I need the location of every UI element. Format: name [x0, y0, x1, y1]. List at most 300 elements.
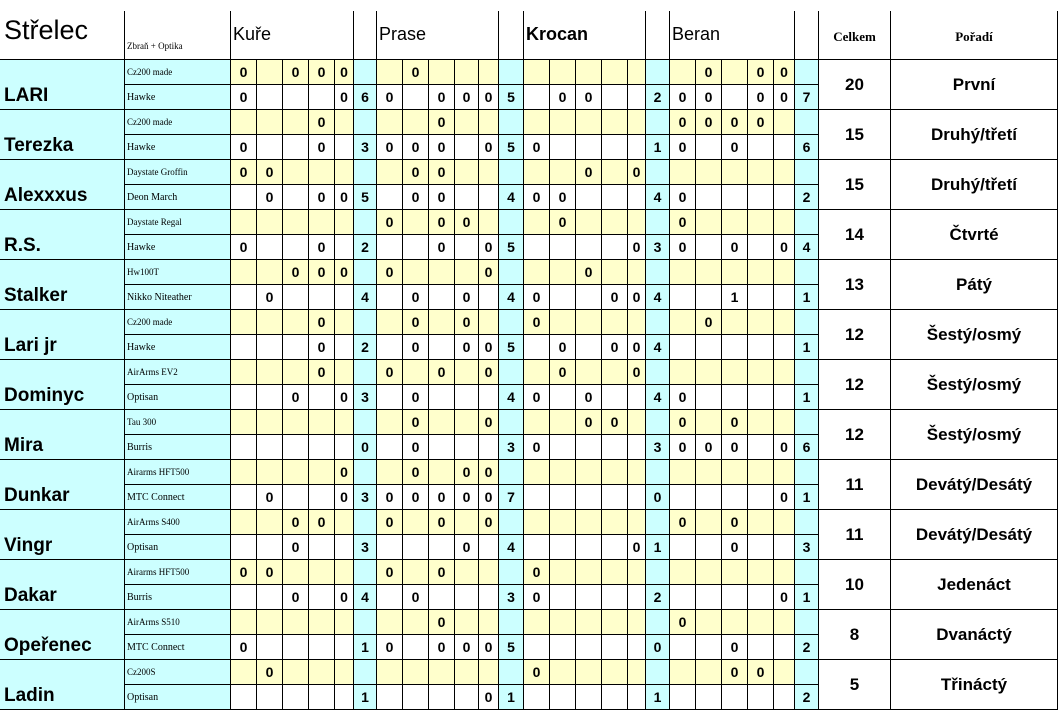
hit-cell: 0 [479, 635, 499, 660]
hit-cell [231, 110, 257, 135]
hit-cell [335, 435, 354, 460]
hit-cell [670, 485, 696, 510]
hit-cell [283, 635, 309, 660]
hit-cell: 0 [670, 510, 696, 535]
hit-cell [628, 60, 646, 85]
hit-cell [748, 235, 774, 260]
group-subtotal-cell: 1 [646, 685, 670, 710]
hit-cell [550, 160, 576, 185]
hit-cell [628, 660, 646, 685]
hit-cell [550, 235, 576, 260]
hit-cell [257, 110, 283, 135]
hit-cell [335, 110, 354, 135]
hit-cell [670, 60, 696, 85]
shooter-name: Ladin [0, 660, 125, 710]
hit-cell: 0 [309, 235, 335, 260]
hit-cell [283, 485, 309, 510]
hit-cell: 0 [335, 185, 354, 210]
hit-cell: 0 [479, 260, 499, 285]
hit-cell: 0 [576, 260, 602, 285]
hit-cell [628, 135, 646, 160]
hit-cell: 0 [231, 235, 257, 260]
hit-cell: 0 [524, 560, 550, 585]
hit-cell [602, 185, 628, 210]
hit-cell [628, 635, 646, 660]
hit-cell [550, 485, 576, 510]
hit-cell [524, 160, 550, 185]
hit-cell: 0 [377, 85, 403, 110]
hit-cell: 0 [283, 510, 309, 535]
hit-cell [455, 585, 479, 610]
hit-cell [403, 535, 429, 560]
hit-cell [602, 435, 628, 460]
group-subtotal-header-2 [499, 11, 524, 60]
gun-name: Airarms HFT500 [125, 460, 231, 485]
hit-cell [628, 460, 646, 485]
group-subtotal-cell [795, 60, 819, 85]
rank-label: Pátý [891, 260, 1058, 310]
hit-cell: 0 [257, 285, 283, 310]
hit-cell [335, 135, 354, 160]
hit-cell [628, 385, 646, 410]
hit-cell [335, 410, 354, 435]
hit-cell [602, 110, 628, 135]
hit-cell: 0 [231, 560, 257, 585]
hit-cell [455, 135, 479, 160]
group-subtotal-cell: 4 [646, 285, 670, 310]
hit-cell [748, 360, 774, 385]
scope-name: Burris [125, 585, 231, 610]
hit-cell: 0 [524, 185, 550, 210]
hit-cell: 0 [748, 85, 774, 110]
hit-cell: 0 [628, 235, 646, 260]
hit-cell [377, 435, 403, 460]
hit-cell [524, 685, 550, 710]
hit-cell: 0 [628, 160, 646, 185]
hit-cell [696, 535, 722, 560]
hit-cell [602, 260, 628, 285]
hit-cell: 0 [455, 310, 479, 335]
hit-cell [602, 585, 628, 610]
group-subtotal-cell [795, 410, 819, 435]
group-subtotal-cell [354, 60, 377, 85]
hit-cell: 1 [722, 285, 748, 310]
hit-cell [748, 560, 774, 585]
group-subtotal-cell: 3 [499, 585, 524, 610]
hit-cell: 0 [722, 660, 748, 685]
group-subtotal-cell [499, 110, 524, 135]
group-subtotal-cell [795, 160, 819, 185]
group-subtotal-cell [499, 210, 524, 235]
total-score: 8 [819, 610, 891, 660]
group-subtotal-cell [646, 260, 670, 285]
group-subtotal-cell: 4 [646, 335, 670, 360]
hit-cell: 0 [479, 335, 499, 360]
shooter-name: Lari jr [0, 310, 125, 360]
hit-cell [524, 335, 550, 360]
hit-cell [550, 560, 576, 585]
hit-cell: 0 [455, 335, 479, 360]
hit-cell [429, 660, 455, 685]
hit-cell [774, 635, 795, 660]
hit-cell [576, 535, 602, 560]
hit-cell [231, 285, 257, 310]
hit-cell [283, 660, 309, 685]
hit-cell [257, 435, 283, 460]
hit-cell: 0 [377, 135, 403, 160]
hit-cell: 0 [309, 60, 335, 85]
hit-cell [377, 585, 403, 610]
hit-cell [602, 635, 628, 660]
hit-cell [231, 185, 257, 210]
hit-cell [479, 210, 499, 235]
hit-cell: 0 [309, 260, 335, 285]
hit-cell: 0 [403, 385, 429, 410]
hit-cell [335, 510, 354, 535]
hit-cell [576, 435, 602, 460]
hit-cell [455, 435, 479, 460]
hit-cell: 0 [576, 410, 602, 435]
hit-cell [524, 235, 550, 260]
group-subtotal-cell [354, 460, 377, 485]
shooter-name: Opeřenec [0, 610, 125, 660]
hit-cell [524, 535, 550, 560]
hit-cell [335, 285, 354, 310]
hit-cell: 0 [429, 235, 455, 260]
hit-cell [748, 535, 774, 560]
hit-cell [257, 685, 283, 710]
hit-cell [403, 635, 429, 660]
hit-cell [257, 360, 283, 385]
hit-cell: 0 [479, 410, 499, 435]
hit-cell: 0 [257, 485, 283, 510]
hit-cell [283, 560, 309, 585]
hit-cell [231, 460, 257, 485]
hit-cell [628, 310, 646, 335]
shooter-name: Terezka [0, 110, 125, 160]
hit-cell [335, 235, 354, 260]
hit-cell [722, 685, 748, 710]
hit-cell [231, 435, 257, 460]
hit-cell [309, 435, 335, 460]
group-subtotal-cell [795, 210, 819, 235]
hit-cell: 0 [670, 385, 696, 410]
hit-cell [602, 210, 628, 235]
group-subtotal-cell: 2 [795, 185, 819, 210]
hit-cell [455, 110, 479, 135]
group-subtotal-header-3 [646, 11, 670, 60]
group-subtotal-cell: 5 [499, 335, 524, 360]
total-score: 20 [819, 60, 891, 110]
hit-cell [670, 360, 696, 385]
group-subtotal-cell [795, 460, 819, 485]
hit-cell [524, 110, 550, 135]
hit-cell [576, 135, 602, 160]
hit-cell: 0 [429, 185, 455, 210]
hit-cell [774, 610, 795, 635]
hit-cell: 0 [479, 460, 499, 485]
hit-cell [774, 685, 795, 710]
hit-cell [309, 160, 335, 185]
hit-cell [283, 185, 309, 210]
hit-cell: 0 [377, 210, 403, 235]
group-subtotal-header-4 [795, 11, 819, 60]
hit-cell [403, 360, 429, 385]
hit-cell [628, 410, 646, 435]
hit-cell [576, 110, 602, 135]
hit-cell [550, 435, 576, 460]
hit-cell: 0 [257, 660, 283, 685]
hit-cell [602, 535, 628, 560]
group-subtotal-cell: 1 [795, 585, 819, 610]
hit-cell [309, 385, 335, 410]
hit-cell [283, 435, 309, 460]
group-subtotal-cell: 5 [354, 185, 377, 210]
hit-cell: 0 [455, 535, 479, 560]
hit-cell [722, 335, 748, 360]
hit-cell [429, 285, 455, 310]
hit-cell [403, 560, 429, 585]
hit-cell [479, 310, 499, 335]
hit-cell [231, 485, 257, 510]
hit-cell: 0 [283, 385, 309, 410]
hit-cell [479, 60, 499, 85]
hit-cell [231, 385, 257, 410]
group-subtotal-cell: 6 [795, 135, 819, 160]
hit-cell [602, 85, 628, 110]
hit-cell: 0 [429, 635, 455, 660]
hit-cell [628, 260, 646, 285]
hit-cell [231, 535, 257, 560]
hit-cell [722, 60, 748, 85]
group-subtotal-cell [795, 560, 819, 585]
hit-cell [774, 110, 795, 135]
hit-cell: 0 [524, 435, 550, 460]
hit-cell [257, 135, 283, 160]
rank-label: Šestý/osmý [891, 360, 1058, 410]
hit-cell: 0 [377, 360, 403, 385]
group-subtotal-cell: 0 [354, 435, 377, 460]
hit-cell: 0 [748, 60, 774, 85]
group-subtotal-cell: 7 [795, 85, 819, 110]
group-subtotal-cell [795, 510, 819, 535]
shooter-name: Stalker [0, 260, 125, 310]
group-subtotal-cell [499, 610, 524, 635]
hit-cell [696, 560, 722, 585]
hit-cell [524, 610, 550, 635]
hit-cell [748, 335, 774, 360]
rank-label: Druhý/třetí [891, 160, 1058, 210]
hit-cell [479, 435, 499, 460]
hit-cell [455, 385, 479, 410]
hit-cell: 0 [748, 660, 774, 685]
hit-cell [283, 360, 309, 385]
hit-cell: 0 [524, 135, 550, 160]
hit-cell [748, 310, 774, 335]
hit-cell [455, 160, 479, 185]
gun-name: Cz200S [125, 660, 231, 685]
group-subtotal-cell [646, 60, 670, 85]
group-subtotal-cell [795, 610, 819, 635]
hit-cell [748, 410, 774, 435]
hit-cell [550, 385, 576, 410]
hit-cell [696, 460, 722, 485]
hit-cell [696, 160, 722, 185]
hit-cell: 0 [429, 210, 455, 235]
hit-cell [696, 660, 722, 685]
gun-name: Cz200 made [125, 110, 231, 135]
hit-cell: 0 [429, 360, 455, 385]
group-subtotal-cell [499, 560, 524, 585]
hit-cell [309, 85, 335, 110]
hit-cell [602, 660, 628, 685]
hit-cell: 0 [524, 660, 550, 685]
hit-cell [231, 610, 257, 635]
hit-cell [429, 310, 455, 335]
hit-cell [748, 385, 774, 410]
hit-cell [377, 185, 403, 210]
hit-cell [576, 635, 602, 660]
hit-cell [696, 185, 722, 210]
scope-name: Burris [125, 435, 231, 460]
hit-cell [231, 410, 257, 435]
hit-cell: 0 [455, 460, 479, 485]
hit-cell [377, 60, 403, 85]
shooter-name: LARI [0, 60, 125, 110]
group-subtotal-cell: 2 [646, 85, 670, 110]
hit-cell [309, 660, 335, 685]
hit-cell [257, 410, 283, 435]
group-subtotal-cell: 3 [646, 435, 670, 460]
hit-cell [257, 385, 283, 410]
hit-cell: 0 [335, 585, 354, 610]
hit-cell [602, 560, 628, 585]
group-subtotal-cell [646, 510, 670, 535]
hit-cell [479, 185, 499, 210]
hit-cell: 0 [550, 185, 576, 210]
hit-cell [335, 160, 354, 185]
hit-cell [524, 635, 550, 660]
group-subtotal-cell [499, 260, 524, 285]
hit-cell [335, 335, 354, 360]
total-score: 10 [819, 560, 891, 610]
hit-cell [774, 385, 795, 410]
hit-cell: 0 [524, 285, 550, 310]
hit-cell [377, 460, 403, 485]
hit-cell [429, 260, 455, 285]
hit-cell: 0 [602, 410, 628, 435]
hit-cell: 0 [455, 210, 479, 235]
gun-name: Cz200 made [125, 60, 231, 85]
hit-cell [455, 660, 479, 685]
hit-cell [524, 210, 550, 235]
gun-name: AirArms EV2 [125, 360, 231, 385]
hit-cell: 0 [403, 135, 429, 160]
hit-cell: 0 [335, 85, 354, 110]
hit-cell [283, 685, 309, 710]
hit-cell [602, 385, 628, 410]
gun-header: Zbraň + Optika [125, 11, 231, 60]
total-header: Celkem [819, 11, 891, 60]
hit-cell: 0 [335, 460, 354, 485]
hit-cell [774, 335, 795, 360]
scope-name: Hawke [125, 85, 231, 110]
hit-cell [377, 235, 403, 260]
hit-cell: 0 [283, 260, 309, 285]
hit-cell [602, 135, 628, 160]
hit-cell [403, 210, 429, 235]
hit-cell: 0 [403, 60, 429, 85]
hit-cell: 0 [479, 360, 499, 385]
scope-name: Hawke [125, 235, 231, 260]
group-subtotal-cell: 1 [795, 335, 819, 360]
hit-cell: 0 [455, 285, 479, 310]
hit-cell: 0 [479, 485, 499, 510]
group-subtotal-cell [795, 110, 819, 135]
scope-name: Optisan [125, 535, 231, 560]
hit-cell [670, 160, 696, 185]
hit-cell: 0 [722, 435, 748, 460]
hit-cell [403, 260, 429, 285]
hit-cell [696, 335, 722, 360]
hit-cell [722, 460, 748, 485]
group-subtotal-cell: 4 [499, 285, 524, 310]
group-subtotal-cell: 7 [499, 485, 524, 510]
hit-cell [309, 560, 335, 585]
hit-cell: 0 [524, 385, 550, 410]
hit-cell [576, 185, 602, 210]
hit-cell: 0 [479, 510, 499, 535]
hit-cell: 0 [231, 60, 257, 85]
hit-cell [550, 535, 576, 560]
hit-cell [722, 210, 748, 235]
rank-header: Pořadí [891, 11, 1058, 60]
group-subtotal-cell [499, 510, 524, 535]
hit-cell [602, 460, 628, 485]
hit-cell [231, 210, 257, 235]
group-subtotal-cell [499, 310, 524, 335]
hit-cell [670, 335, 696, 360]
hit-cell [576, 660, 602, 685]
scope-name: MTC Connect [125, 485, 231, 510]
hit-cell [602, 685, 628, 710]
hit-cell [602, 360, 628, 385]
hit-cell: 0 [670, 435, 696, 460]
hit-cell [309, 610, 335, 635]
total-score: 12 [819, 360, 891, 410]
hit-cell [722, 260, 748, 285]
hit-cell [550, 410, 576, 435]
hit-cell: 0 [670, 210, 696, 235]
group-subtotal-cell [499, 460, 524, 485]
hit-cell: 0 [748, 110, 774, 135]
rank-label: Devátý/Desátý [891, 460, 1058, 510]
hit-cell [628, 560, 646, 585]
hit-cell: 0 [722, 235, 748, 260]
hit-cell [722, 385, 748, 410]
hit-cell [628, 610, 646, 635]
hit-cell [722, 485, 748, 510]
group-subtotal-cell [646, 310, 670, 335]
hit-cell [455, 610, 479, 635]
hit-cell [429, 460, 455, 485]
hit-cell [748, 610, 774, 635]
hit-cell [670, 660, 696, 685]
hit-cell [576, 60, 602, 85]
group-subtotal-cell: 5 [499, 135, 524, 160]
hit-cell [722, 560, 748, 585]
hit-cell [283, 410, 309, 435]
